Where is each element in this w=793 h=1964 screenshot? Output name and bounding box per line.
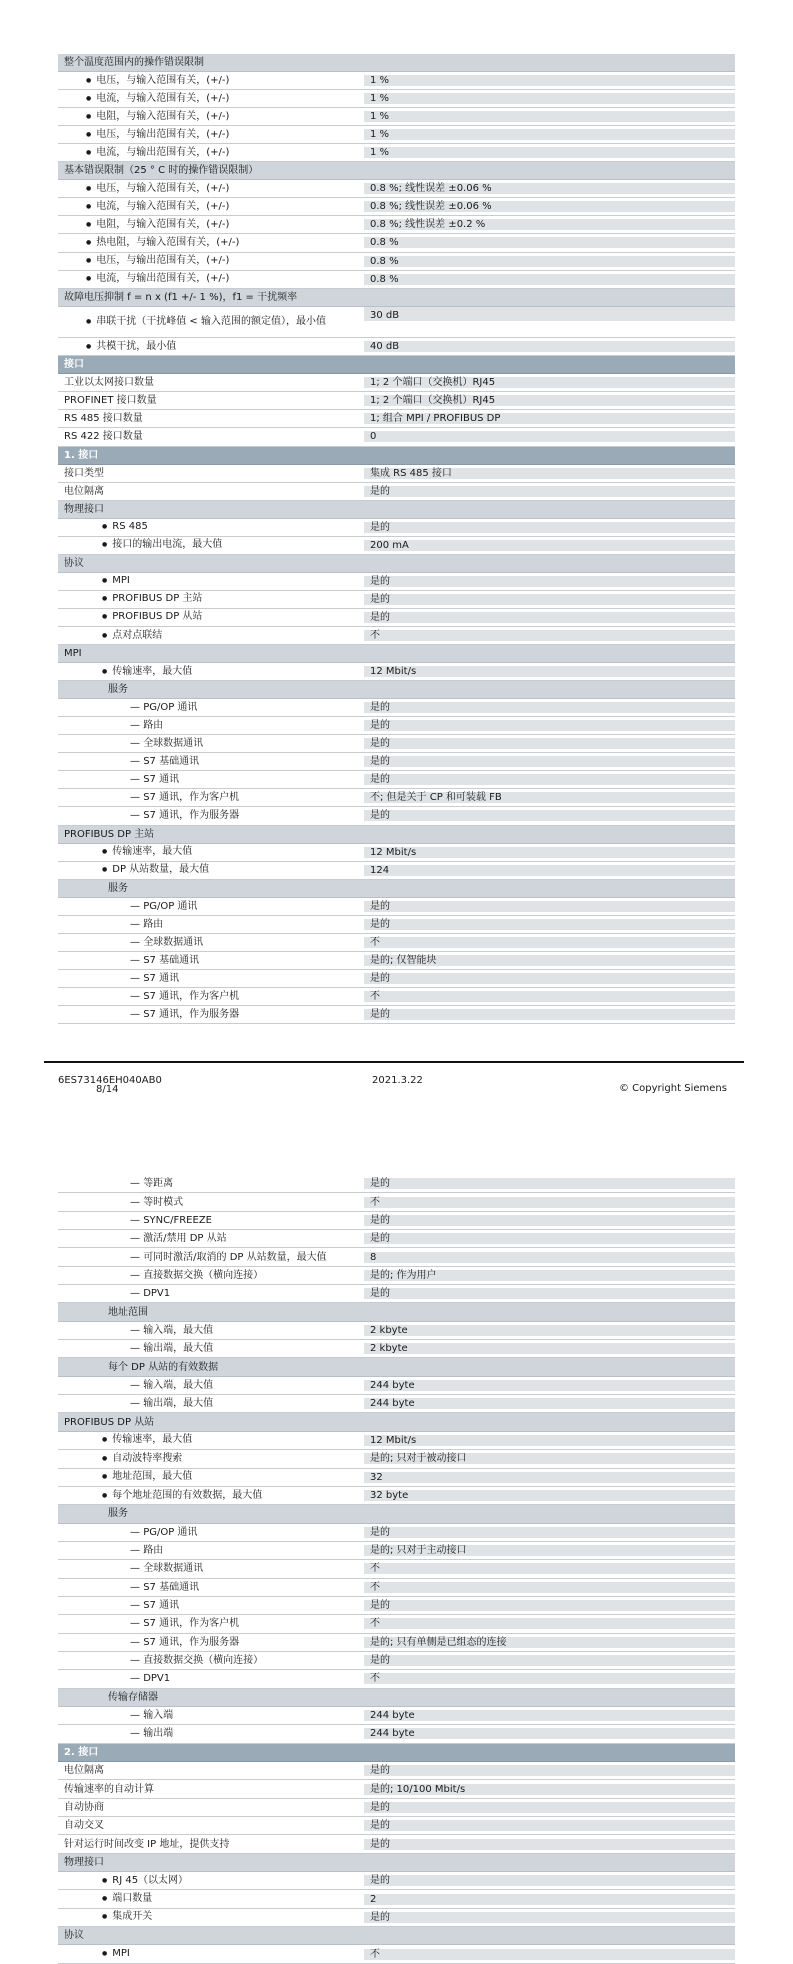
spec-value: 是的 [364, 1820, 735, 1831]
subsection-header-label: 物理接口 [64, 1856, 104, 1868]
spec-value: 32 [364, 1472, 735, 1483]
spec-label: 接口类型 [58, 468, 364, 479]
spec-value: 244 byte [364, 1710, 735, 1721]
spec-label: ● 每个地址范围的有效数据，最大值 [58, 1490, 364, 1502]
spec-row [58, 1817, 735, 1835]
spec-row [58, 753, 735, 771]
spec-row [58, 807, 735, 825]
spec-label: — 等时模式 [58, 1197, 364, 1208]
spec-value: 12 Mbit/s [364, 1435, 735, 1446]
spec-row [58, 1524, 735, 1542]
spec-value: 是的 [364, 1655, 735, 1666]
spec-value: 是的 [364, 1009, 735, 1020]
spec-label: — PG/OP 通讯 [58, 901, 364, 912]
subsection-header-label: 服务 [108, 684, 128, 696]
spec-label: ● 电压，与输入范围有关，(+/-) [58, 75, 364, 87]
spec-label: 针对运行时间改变 IP 地址，提供支持 [58, 1839, 364, 1850]
spec-label: — 全球数据通讯 [58, 738, 364, 749]
subsection-header-label: 物理接口 [64, 503, 104, 515]
spec-value: 244 byte [364, 1380, 735, 1391]
spec-label: ● 电压，与输入范围有关，(+/-) [58, 183, 364, 195]
spec-label: ● 点对点联结 [58, 630, 364, 642]
spec-row [58, 1285, 735, 1303]
spec-label: ● 电压，与输出范围有关，(+/-) [58, 255, 364, 267]
spec-row [58, 216, 735, 234]
spec-row [58, 771, 735, 789]
spec-row [58, 1193, 735, 1211]
subsection-header [58, 54, 735, 72]
spec-label: 自动交叉 [58, 1820, 364, 1831]
spec-row [58, 1909, 735, 1927]
spec-value: 不 [364, 1618, 735, 1629]
subsection-header-label: 服务 [108, 1508, 128, 1520]
spec-value: 是的 [364, 901, 735, 912]
spec-label: — 直接数据交换（横向连接） [58, 1270, 364, 1281]
spec-label: — S7 通讯，作为客户机 [58, 1618, 364, 1629]
spec-label: — S7 通讯，作为服务器 [58, 1009, 364, 1020]
spec-value: 是的 [364, 973, 735, 984]
subsection-header-label: 基本错误限制（25 ° C 时的操作错误限制） [64, 165, 259, 177]
spec-value: 是的; 作为用户 [364, 1270, 735, 1281]
subsection-header [58, 289, 735, 307]
spec-label: ● 电流，与输入范围有关，(+/-) [58, 201, 364, 213]
spec-value: 是的 [364, 1233, 735, 1244]
spec-value: 1 % [364, 129, 735, 140]
page-separator [44, 1061, 744, 1063]
section-header-label: 1. 接口 [64, 449, 99, 461]
spec-row [58, 1340, 735, 1358]
spec-row [58, 410, 735, 428]
subsection-header-label: 协议 [64, 557, 84, 569]
section-header [58, 356, 735, 374]
spec-label: — DPV1 [58, 1673, 364, 1684]
spec-row [58, 392, 735, 410]
spec-value: 是的 [364, 594, 735, 605]
spec-label: ● 自动波特率搜索 [58, 1453, 364, 1465]
spec-row [58, 428, 735, 446]
subsection-header [58, 1689, 735, 1707]
subsection-header-label: MPI [64, 648, 82, 660]
subsection-header [58, 555, 735, 573]
subsection-header [58, 645, 735, 663]
spec-value: 1; 2 个端口（交换机）RJ45 [364, 395, 735, 406]
spec-label: ● 地址范围，最大值 [58, 1471, 364, 1483]
spec-row [58, 609, 735, 627]
spec-value: 是的; 只对于主动接口 [364, 1545, 735, 1556]
spec-value: 是的 [364, 1765, 735, 1776]
spec-row [58, 789, 735, 807]
spec-row [58, 253, 735, 271]
spec-value: 是的 [364, 1875, 735, 1886]
footer-part-number: 6ES73146EH040AB0 [58, 1075, 162, 1086]
spec-label: — S7 通讯，作为客户机 [58, 792, 364, 803]
spec-row [58, 144, 735, 162]
spec-row [58, 988, 735, 1006]
section-header-label: 2. 接口 [64, 1746, 99, 1758]
spec-label: — 直接数据交换（横向连接） [58, 1655, 364, 1666]
spec-value: 是的 [364, 756, 735, 767]
subsection-header-label: 整个温度范围内的操作错误限制 [64, 57, 204, 69]
spec-row [58, 1212, 735, 1230]
spec-label: RS 422 接口数量 [58, 431, 364, 442]
spec-label: ● PROFIBUS DP 从站 [58, 611, 364, 623]
spec-value: 是的 [364, 919, 735, 930]
spec-label: — 路由 [58, 720, 364, 731]
subsection-header [58, 681, 735, 699]
subsection-header [58, 880, 735, 898]
spec-value: 是的 [364, 1288, 735, 1299]
spec-value: 30 dB [364, 307, 735, 321]
spec-row [58, 108, 735, 126]
spec-table-page-1 [58, 54, 735, 1024]
spec-value: 是的 [364, 702, 735, 713]
subsection-header-label: 地址范围 [108, 1306, 148, 1318]
spec-row [58, 465, 735, 483]
spec-label: ● 串联干扰（干扰峰值 < 输入范围的额定值），最小值 [58, 316, 364, 328]
spec-value: 0.8 %; 线性误差 ±0.06 % [364, 201, 735, 212]
spec-value: 是的 [364, 1215, 735, 1226]
subsection-header [58, 1927, 735, 1945]
spec-value: 是的 [364, 720, 735, 731]
spec-value: 是的; 只对于被动接口 [364, 1453, 735, 1464]
spec-row [58, 338, 735, 356]
spec-row [58, 699, 735, 717]
spec-label: — DPV1 [58, 1288, 364, 1299]
spec-row [58, 844, 735, 862]
spec-row [58, 1560, 735, 1578]
spec-row [58, 898, 735, 916]
spec-label: ● RJ 45（以太网） [58, 1875, 364, 1887]
spec-row [58, 1542, 735, 1560]
spec-label: ● MPI [58, 575, 364, 587]
spec-row [58, 234, 735, 252]
spec-label: — S7 通讯，作为服务器 [58, 810, 364, 821]
spec-row [58, 1267, 735, 1285]
spec-value: 是的 [364, 738, 735, 749]
spec-label: ● PROFIBUS DP 主站 [58, 593, 364, 605]
spec-label: ● MPI [58, 1948, 364, 1960]
spec-row [58, 663, 735, 681]
spec-row [58, 537, 735, 555]
spec-label: 传输速率的自动计算 [58, 1784, 364, 1795]
spec-row [58, 374, 735, 392]
spec-value: 1 % [364, 93, 735, 104]
spec-row [58, 1835, 735, 1853]
spec-value: 200 mA [364, 540, 735, 551]
spec-row [58, 735, 735, 753]
subsection-header [58, 826, 735, 844]
spec-row [58, 1634, 735, 1652]
subsection-header-label: PROFIBUS DP 从站 [64, 1416, 155, 1428]
spec-label: ● 电阻，与输入范围有关，(+/-) [58, 219, 364, 231]
spec-label: ● 电压，与输出范围有关，(+/-) [58, 129, 364, 141]
spec-row [58, 1469, 735, 1487]
spec-row [58, 1175, 735, 1193]
spec-row [58, 1762, 735, 1780]
spec-value: 1; 2 个端口（交换机）RJ45 [364, 377, 735, 388]
subsection-header [58, 1413, 735, 1431]
spec-value: 是的 [364, 1802, 735, 1813]
spec-value: 12 Mbit/s [364, 666, 735, 677]
spec-label: — 输入端 [58, 1710, 364, 1721]
spec-value: 集成 RS 485 接口 [364, 468, 735, 479]
spec-label: ● 共模干扰，最小值 [58, 341, 364, 353]
spec-row [58, 1670, 735, 1688]
spec-value: 1 % [364, 111, 735, 122]
spec-label: — S7 基础通讯 [58, 955, 364, 966]
spec-value: 是的 [364, 1839, 735, 1850]
spec-value: 2 kbyte [364, 1343, 735, 1354]
spec-label: ● 集成开关 [58, 1911, 364, 1923]
spec-row [58, 1725, 735, 1743]
spec-table-page-2 [58, 1175, 735, 1964]
spec-label: 工业以太网接口数量 [58, 377, 364, 388]
subsection-header-label: PROFIBUS DP 主站 [64, 828, 155, 840]
spec-label: — 输入端，最大值 [58, 1325, 364, 1336]
spec-value: 是的 [364, 1912, 735, 1923]
spec-label: — 输出端，最大值 [58, 1343, 364, 1354]
spec-label: ● DP 从站数量，最大值 [58, 864, 364, 876]
spec-value: 不 [364, 1673, 735, 1684]
spec-row [58, 180, 735, 198]
spec-value: 1; 组合 MPI / PROFIBUS DP [364, 413, 735, 424]
spec-row [58, 573, 735, 591]
spec-label: ● 电流，与输出范围有关，(+/-) [58, 147, 364, 159]
spec-label: ● 接口的输出电流，最大值 [58, 539, 364, 551]
spec-label: — SYNC/FREEZE [58, 1215, 364, 1226]
spec-value: 0.8 %; 线性误差 ±0.06 % [364, 183, 735, 194]
spec-label: — S7 通讯 [58, 774, 364, 785]
spec-row [58, 72, 735, 90]
spec-label: ● 电流，与输出范围有关，(+/-) [58, 273, 364, 285]
spec-row [58, 90, 735, 108]
spec-row [58, 1707, 735, 1725]
spec-label: PROFINET 接口数量 [58, 395, 364, 406]
spec-label: — S7 通讯，作为客户机 [58, 991, 364, 1002]
spec-label: ● 传输速率，最大值 [58, 846, 364, 858]
subsection-header [58, 501, 735, 519]
spec-label: — PG/OP 通讯 [58, 1527, 364, 1538]
spec-label: — S7 基础通讯 [58, 1582, 364, 1593]
spec-label: — 可同时激活/取消的 DP 从站数量，最大值 [58, 1252, 364, 1263]
spec-row [58, 934, 735, 952]
spec-label: ● 端口数量 [58, 1893, 364, 1905]
spec-row [58, 627, 735, 645]
spec-label: — 输出端，最大值 [58, 1398, 364, 1409]
spec-value: 不; 但是关于 CP 和可装载 FB [364, 792, 735, 803]
spec-label: RS 485 接口数量 [58, 413, 364, 424]
spec-row [58, 1890, 735, 1908]
spec-label: — S7 通讯 [58, 1600, 364, 1611]
spec-label: ● 电流，与输入范围有关，(+/-) [58, 93, 364, 105]
spec-row [58, 271, 735, 289]
footer-date: 2021.3.22 [372, 1075, 423, 1086]
spec-row [58, 1432, 735, 1450]
spec-value: 0.8 %; 线性误差 ±0.2 % [364, 219, 735, 230]
spec-row [58, 1652, 735, 1670]
footer-page-number: 8/14 [96, 1084, 119, 1095]
spec-row [58, 952, 735, 970]
spec-value: 不 [364, 937, 735, 948]
spec-row [58, 591, 735, 609]
spec-label: 电位隔离 [58, 1765, 364, 1776]
spec-value: 是的 [364, 486, 735, 497]
spec-value: 是的 [364, 810, 735, 821]
spec-label: ● 传输速率，最大值 [58, 1434, 364, 1446]
spec-row [58, 1872, 735, 1890]
subsection-header [58, 1854, 735, 1872]
spec-label: — 路由 [58, 1545, 364, 1556]
spec-row [58, 126, 735, 144]
spec-row [58, 1780, 735, 1798]
spec-row [58, 519, 735, 537]
spec-value: 2 [364, 1894, 735, 1905]
subsection-header-label: 每个 DP 从站的有效数据 [108, 1361, 219, 1373]
spec-row [58, 307, 735, 339]
spec-row [58, 483, 735, 501]
spec-value: 8 [364, 1252, 735, 1263]
spec-row [58, 1945, 735, 1963]
spec-value: 是的 [364, 774, 735, 785]
spec-row [58, 1230, 735, 1248]
spec-row [58, 1377, 735, 1395]
subsection-header-label: 协议 [64, 1930, 84, 1942]
spec-label: — 全球数据通讯 [58, 937, 364, 948]
spec-label: — S7 基础通讯 [58, 756, 364, 767]
section-header-label: 接口 [64, 359, 84, 371]
spec-label: — S7 通讯，作为服务器 [58, 1637, 364, 1648]
spec-value: 不 [364, 1197, 735, 1208]
spec-value: 是的; 仅智能块 [364, 955, 735, 966]
spec-row [58, 1450, 735, 1468]
spec-value: 32 byte [364, 1490, 735, 1501]
spec-label: ● RS 485 [58, 521, 364, 533]
spec-value: 是的 [364, 522, 735, 533]
footer-copyright: © Copyright Siemens [619, 1083, 727, 1094]
spec-value: 12 Mbit/s [364, 847, 735, 858]
spec-value: 是的 [364, 576, 735, 587]
spec-value: 是的; 10/100 Mbit/s [364, 1784, 735, 1795]
spec-value: 不 [364, 1582, 735, 1593]
spec-value: 是的 [364, 1178, 735, 1189]
spec-label: — 输出端 [58, 1728, 364, 1739]
subsection-header [58, 1303, 735, 1321]
spec-row [58, 1799, 735, 1817]
spec-label: — 输入端，最大值 [58, 1380, 364, 1391]
spec-row [58, 1487, 735, 1505]
spec-value: 是的 [364, 612, 735, 623]
spec-row [58, 1006, 735, 1024]
spec-row [58, 862, 735, 880]
spec-value: 不 [364, 1563, 735, 1574]
spec-row [58, 1395, 735, 1413]
subsection-header [58, 1358, 735, 1376]
spec-value: 1 % [364, 75, 735, 86]
spec-value: 0.8 % [364, 237, 735, 248]
subsection-header-label: 服务 [108, 882, 128, 894]
spec-label: ● 传输速率，最大值 [58, 666, 364, 678]
spec-label: 电位隔离 [58, 486, 364, 497]
spec-row [58, 717, 735, 735]
section-header [58, 447, 735, 465]
spec-value: 0.8 % [364, 256, 735, 267]
spec-value: 是的; 只有单侧是已组态的连接 [364, 1637, 735, 1648]
spec-value: 不 [364, 991, 735, 1002]
spec-row [58, 1597, 735, 1615]
spec-label: — 激活/禁用 DP 从站 [58, 1233, 364, 1244]
spec-row [58, 1579, 735, 1597]
subsection-header-label: 故障电压抑制 f = n x (f1 +/- 1 %)，f1 = 干扰频率 [64, 291, 298, 303]
spec-row [58, 970, 735, 988]
spec-value: 124 [364, 865, 735, 876]
spec-label: — PG/OP 通讯 [58, 702, 364, 713]
spec-value: 244 byte [364, 1728, 735, 1739]
spec-row [58, 1248, 735, 1266]
spec-value: 40 dB [364, 341, 735, 352]
spec-label: — S7 通讯 [58, 973, 364, 984]
spec-value: 不 [364, 630, 735, 641]
spec-row [58, 1322, 735, 1340]
spec-label: — 全球数据通讯 [58, 1563, 364, 1574]
spec-label: — 等距离 [58, 1178, 364, 1189]
spec-value: 1 % [364, 147, 735, 158]
spec-value: 不 [364, 1949, 735, 1960]
subsection-header [58, 162, 735, 180]
spec-row [58, 198, 735, 216]
spec-value: 0 [364, 431, 735, 442]
section-header [58, 1744, 735, 1762]
spec-value: 2 kbyte [364, 1325, 735, 1336]
spec-value: 是的 [364, 1527, 735, 1538]
spec-value: 是的 [364, 1600, 735, 1611]
spec-label: ● 电阻，与输入范围有关，(+/-) [58, 111, 364, 123]
spec-label: — 路由 [58, 919, 364, 930]
spec-value: 0.8 % [364, 274, 735, 285]
spec-label: ● 热电阻，与输入范围有关，(+/-) [58, 237, 364, 249]
subsection-header-label: 传输存储器 [108, 1691, 158, 1703]
spec-label: 自动协商 [58, 1802, 364, 1813]
spec-value: 244 byte [364, 1398, 735, 1409]
spec-row [58, 1615, 735, 1633]
spec-row [58, 916, 735, 934]
subsection-header [58, 1505, 735, 1523]
